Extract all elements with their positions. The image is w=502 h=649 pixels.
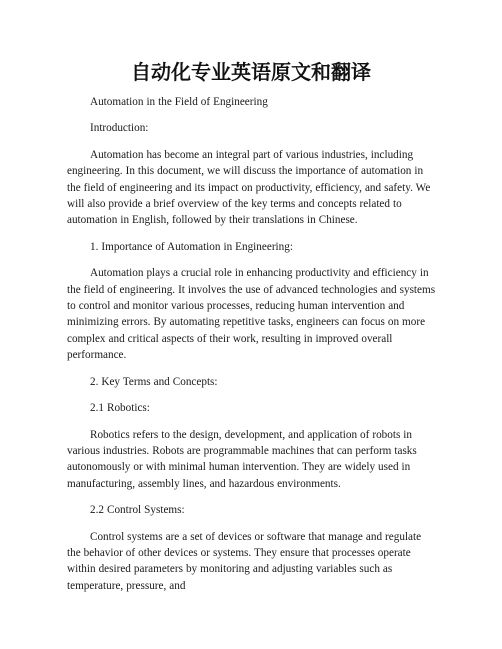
document-body — [67, 94, 437, 604]
subtitle-paragraph: Automation in the Field of Engineering — [90, 96, 268, 108]
introduction-paragraph: Automation has become an integral part of various industries, including engineering. In this document, we will discuss the importance of automation in the field of engineering and its impact on productivity, efficiency, and safety. We will also provide a brief overview of the key terms and concepts related to automation in English, followed by their translations in Chinese. — [67, 148, 431, 227]
section-2-2-paragraph: Control systems are a set of devices or software that manage and regulate the behavior of other devices or systems. They ensure that processes operate within desired parameters by monitoring and adjusting variables such as temperature, pressure, and — [67, 530, 422, 592]
section-2-heading: 2. Key Terms and Concepts: — [90, 375, 218, 388]
section-2-1-paragraph: Robotics refers to the design, development, and application of robots in various industries. Robots are programmable machines that can perform tasks autonomously or with minimal human intervention. They are widely used in manufacturing, assembly lines, and hazardous environments. — [67, 428, 417, 490]
section-2-2-heading: 2.2 Control Systems: — [90, 504, 185, 517]
document-title: 自动化专业英语原文和翻译 — [131, 60, 371, 84]
introduction-heading: Introduction: — [90, 122, 149, 135]
section-1-paragraph: Automation plays a crucial role in enhancing productivity and efficiency in the field of engineering. It involves the use of advanced technologies and systems to control and monitor various processes, reducing human intervention and minimizing errors. By automating repetitive tasks, engineers can focus on more complex and critical aspects of their work, resulting in improved overall performance. — [67, 267, 436, 362]
section-2-1-heading: 2.1 Robotics: — [90, 402, 150, 415]
section-1-heading: 1. Importance of Automation in Engineering: — [90, 240, 293, 253]
